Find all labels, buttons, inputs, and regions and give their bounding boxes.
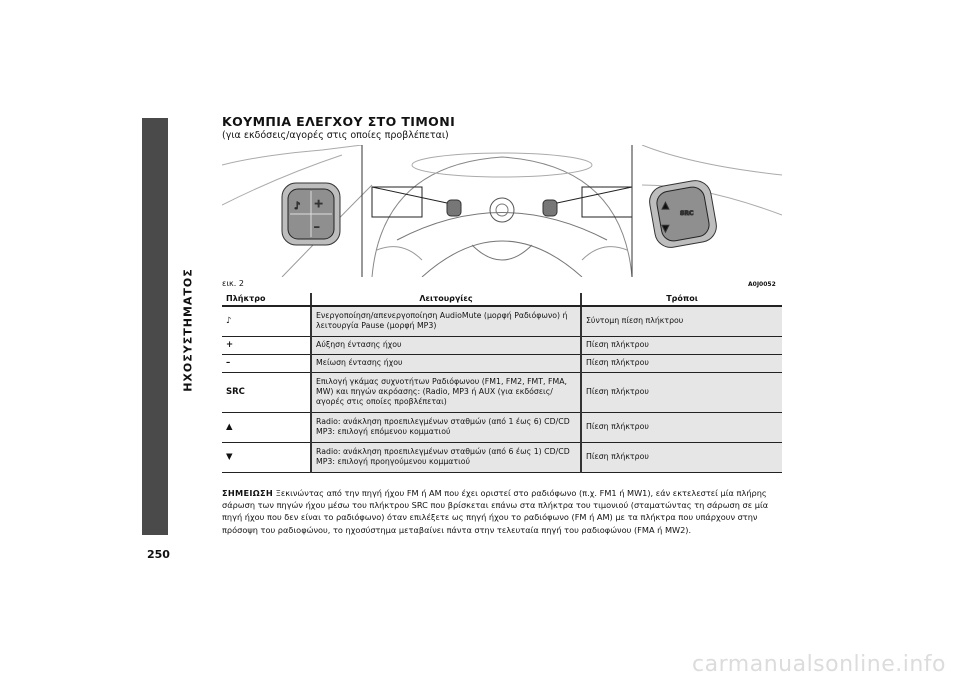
left-minus-icon: –	[314, 220, 320, 233]
mute-icon: ♪	[226, 316, 232, 327]
page-number-rule	[142, 533, 168, 535]
left-plus-icon: +	[314, 197, 324, 210]
row-mode: Πίεση πλήκτρου	[581, 336, 782, 354]
up-arrow-icon: ▲	[222, 412, 311, 442]
header-key: Πλήκτρο	[222, 293, 311, 306]
table-row	[222, 354, 782, 372]
row-key-mute	[222, 306, 311, 336]
page-number: 250	[147, 548, 170, 561]
table-row	[222, 412, 782, 442]
center-steering-wheel	[372, 153, 632, 277]
row-mode: Πίεση πλήκτρου	[581, 354, 782, 372]
row-mode: Πίεση πλήκτρου	[581, 412, 782, 442]
table-row	[222, 372, 782, 412]
steering-wheel-figure	[222, 145, 782, 277]
row-key: +	[222, 336, 311, 354]
row-mode: Πίεση πλήκτρου	[581, 372, 782, 412]
right-up-arrow-icon: ▲	[662, 201, 669, 211]
row-mode: Πίεση πλήκτρου	[581, 442, 782, 472]
controls-table	[222, 293, 782, 473]
right-down-arrow-icon: ▼	[662, 224, 669, 234]
figure-code: A0J0052	[748, 281, 776, 288]
left-controls-inset	[222, 145, 372, 277]
row-function: Ενεργοποίηση/απενεργοποίηση AudioMute (μορφή Ραδιόφωνο) ή λειτουργία Pause (μορφή MP3)	[311, 306, 581, 336]
row-function: Επιλογή γκάμας συχνοτήτων Ραδιόφωνου (FM1, FM2, FMT, FMA, MW) και πηγών ακρόασης: (Radio, MP3 ή AUX (για εκδόσεις/αγορές στις οποίες προβλέπεται)	[311, 372, 581, 412]
table-header-row	[222, 293, 782, 306]
header-function: Λειτουργίες	[311, 293, 581, 306]
row-function: Μείωση έντασης ήχου	[311, 354, 581, 372]
row-function: Radio: ανάκληση προεπιλεγμένων σταθμών (από 1 έως 6) CD/CD MP3: επιλογή επόμενου κομματιού	[311, 412, 581, 442]
right-controls-inset	[642, 145, 782, 250]
watermark: carmanualsonline.info	[692, 652, 946, 677]
row-key: –	[222, 354, 311, 372]
section-title-vertical: ΗΧΟΣΥΣΤΗΜΑΤΟΣ	[181, 268, 195, 392]
row-mode: Σύντομη πίεση πλήκτρου	[581, 306, 782, 336]
page-subtitle: (για εκδόσεις/αγορές στις οποίες προβλέπεται)	[222, 130, 449, 141]
row-function: Αύξηση έντασης ήχου	[311, 336, 581, 354]
page-title: ΚΟΥΜΠΙΑ ΕΛΕΓΧΟΥ ΣΤΟ ΤΙΜΟΝΙ	[222, 114, 456, 129]
note-paragraph	[222, 487, 784, 536]
right-src-label: SRC	[680, 210, 694, 217]
section-sidebar-bar	[142, 118, 168, 533]
figure-label: εικ. 2	[222, 279, 244, 288]
left-mute-glyph-icon: ♪	[294, 201, 301, 212]
row-function: Radio: ανάκληση προεπιλεγμένων σταθμών (από 6 έως 1) CD/CD MP3: επιλογή προηγούμενου κομματιού	[311, 442, 581, 472]
note-text: Ξεκινώντας από την πηγή ήχου FM ή AM που έχει οριστεί στο ραδιόφωνο (π.χ. FM1 ή MW1), εάν εκτελεστεί μία πλήρης σάρωση των πηγών ήχου μέσω του πλήκτρου SRC που βρίσκεται επάνω στα πλήκτρα του τιμονιού (σταματώντας τη σάρωση σε μία πηγή ήχου που δεν είναι το ραδιόφωνο) όταν επιλέξετε ως πηγή ήχου το ραδιόφωνο (FM ή AM) με τα πλήκτρα που υπάρχουν στην πρόσοψη του ραδιοφώνου, το ηχοσύστημα μεταβαίνει πάντα στην τελευταία πηγή του ραδιοφώνου (FMA ή MW2).	[222, 488, 769, 535]
table-row	[222, 336, 782, 354]
down-arrow-icon: ▼	[222, 442, 311, 472]
table-row	[222, 442, 782, 472]
note-label: ΣΗΜΕΙΩΣΗ	[222, 488, 274, 498]
table-row	[222, 306, 782, 336]
header-mode: Τρόποι	[581, 293, 782, 306]
row-key: SRC	[222, 372, 311, 412]
